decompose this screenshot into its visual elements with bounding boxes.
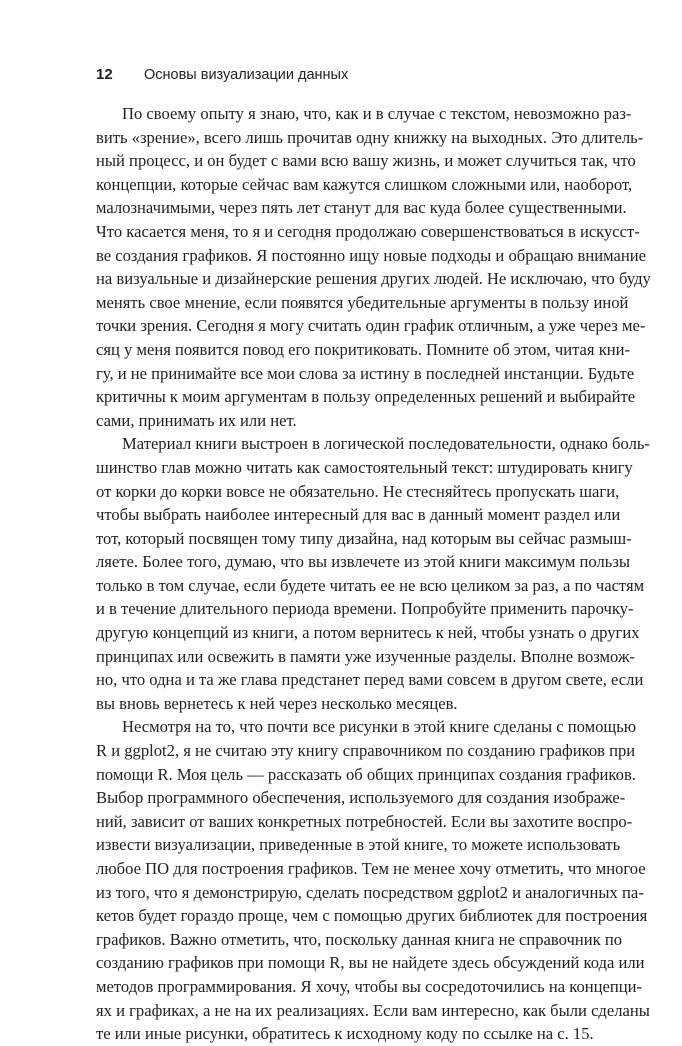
text-line: По своему опыту я знаю, что, как и в случае с текстом, невозможно раз- <box>122 104 632 123</box>
text-line: малозначимыми, через пять лет станут для вас куда более существенными. <box>96 198 627 218</box>
text-line: ний, зависит от ваших конкретных потребностей. Если вы захотите воспро- <box>96 811 633 831</box>
text-line: от корки до корки вовсе не обязательно. Не стесняйтесь пропускать шаги, <box>96 481 620 501</box>
text-line: и в течение длительного периода времени. Попробуйте применить парочку- <box>96 599 634 619</box>
text-line: созданию графиков при помощи R, вы не найдете здесь обсуждений кода или <box>96 953 645 973</box>
text-line: на визуальные и дизайнерские решения других людей. Не исключаю, что буду <box>96 269 651 289</box>
text-line: критичны к моим аргументам в пользу определенных решений и выбирайте <box>96 387 636 407</box>
text-line: R и ggplot2, я не считаю эту книгу справочником по созданию графиков при <box>96 741 636 761</box>
text-line: сяц у меня появится повод его покритиковать. Помните об этом, читая кни- <box>96 339 631 359</box>
text-line: графиков. Важно отметить, что, поскольку данная книга не справочник по <box>96 929 622 949</box>
paragraph <box>96 715 650 1045</box>
text-line: ве создания графиков. Я постоянно ищу новые подходы и обращаю внимание <box>96 245 647 265</box>
text-line: ях и графиках, а не на их реализациях. Если вам интересно, как были сделаны <box>96 1000 650 1020</box>
text-line: кетов будет гораздо проще, чем с помощью других библиотек для построения <box>96 906 648 926</box>
text-line: но, что одна и та же глава предстанет перед вами совсем в другом свете, если <box>96 670 644 690</box>
paragraph <box>96 102 651 432</box>
text-line: чтобы выбрать наиболее интересный для вас в данный момент раздел или <box>96 505 621 525</box>
text-line: ляете. Более того, думаю, что вы извлечете из этой книги максимум пользы <box>96 552 631 572</box>
text-line: тот, который посвящен тому типу дизайна, над которым вы сейчас размыш- <box>96 528 632 548</box>
text-line: сами, принимать их или нет. <box>96 410 297 430</box>
text-line: методов программирования. Я хочу, чтобы вы сосредоточились на концепци- <box>96 976 643 996</box>
body-text <box>96 102 651 1046</box>
text-line: из того, что я демонстрирую, сделать посредством ggplot2 и аналогичных па- <box>96 882 644 902</box>
text-line: точки зрения. Сегодня я могу считать один график отличным, а уже через ме- <box>96 316 646 336</box>
text-line: вы вновь вернетесь к ней через несколько месяцев. <box>96 693 458 713</box>
page-number: 12 <box>96 66 113 83</box>
text-line: ный процесс, и он будет с вами всю вашу жизнь, и может случиться так, что <box>96 151 636 171</box>
text-line: Что касается меня, то я и сегодня продолжаю совершенствоваться в искусст- <box>96 221 640 241</box>
text-line: Выбор программного обеспечения, используемого для создания изображе- <box>96 788 626 808</box>
text-line: другую концепций из книги, а потом вернитесь к ней, чтобы узнать о других <box>96 623 640 643</box>
text-line: концепции, которые сейчас вам кажутся слишком сложными или, наоборот, <box>96 174 633 194</box>
text-line: только в том случае, если будете читать ее не всю целиком за раз, а по частям <box>96 575 645 595</box>
text-line: менять свое мнение, если появятся убедительные аргументы в пользу иной <box>96 292 629 312</box>
text-line: Материал книги выстроен в логической последовательности, однако боль- <box>122 434 650 454</box>
text-line: те или иные рисунки, обратитесь к исходному коду по ссылке на с. 15. <box>96 1024 594 1044</box>
paragraph <box>96 432 650 715</box>
chapter-title: Основы визуализации данных <box>144 67 349 83</box>
text-line: гу, и не принимайте все мои слова за истину в последней инстанции. Будьте <box>96 363 635 383</box>
text-line: вить «зрение», всего лишь прочитав одну книжку на выходных. Это длитель- <box>96 127 644 147</box>
text-line: Несмотря на то, что почти все рисунки в этой книге сделаны с помощью <box>122 717 637 737</box>
text-line: любое ПО для построения графиков. Тем не менее хочу отметить, что многое <box>96 859 646 878</box>
running-head <box>96 66 600 88</box>
text-line: шинство глав можно читать как самостоятельный текст: штудировать книгу <box>96 457 633 477</box>
text-line: помощи R. Моя цель — рассказать об общих принципах создания графиков. <box>96 764 636 784</box>
text-line: принципах или освежить в памяти уже изученные разделы. Вполне возмож- <box>96 646 635 666</box>
text-line: извести визуализации, приведенные в этой книге, то можете использовать <box>96 835 621 855</box>
